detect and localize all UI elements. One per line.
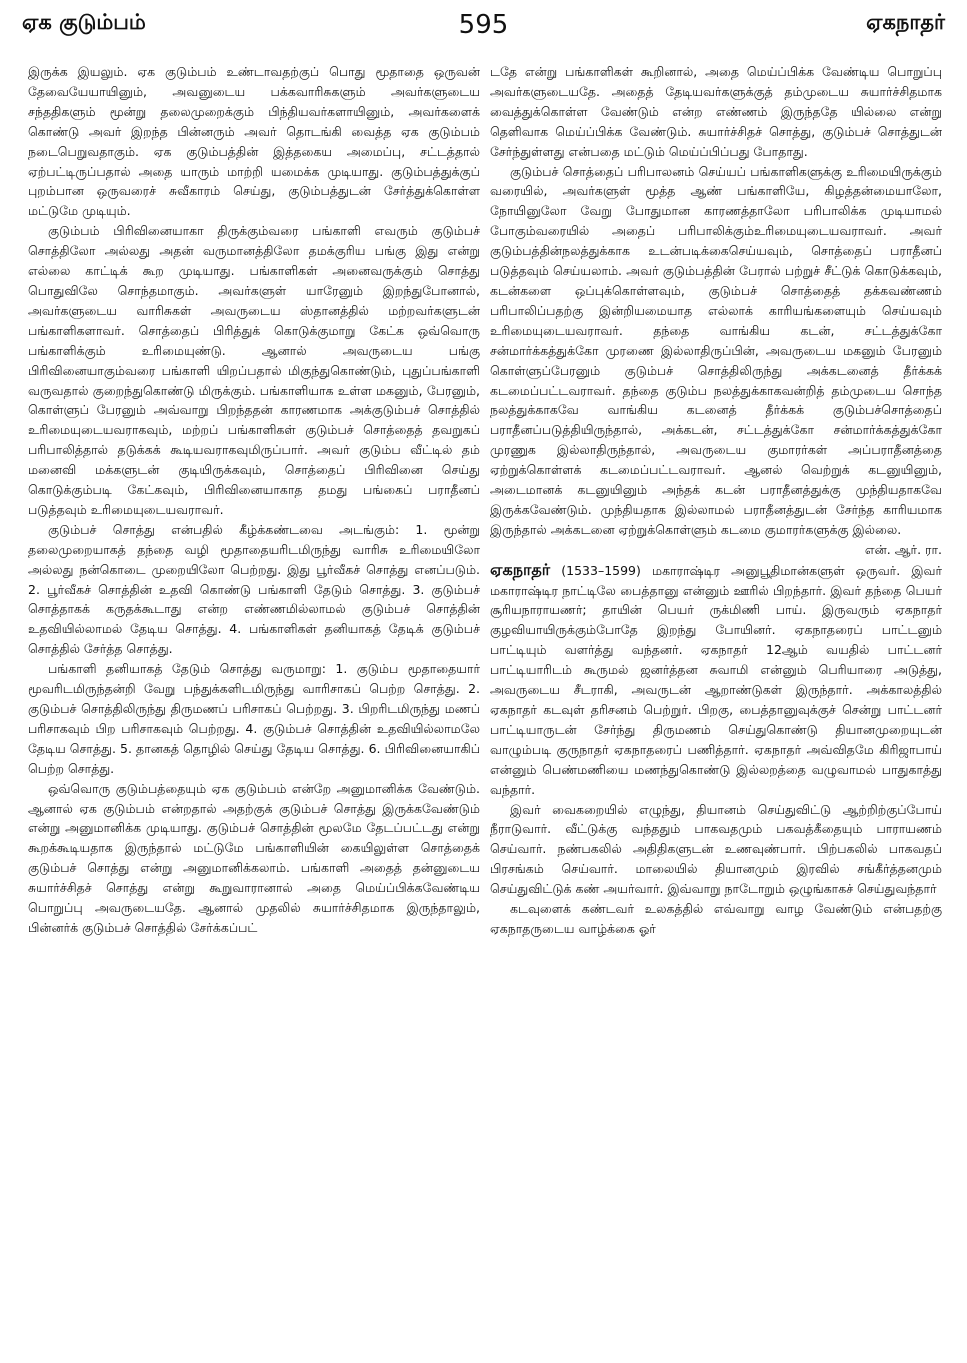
paragraph: குடும்பச் சொத்தைப் பரிபாலனம் செய்யப் பங்காளிகளுக்கு உரிமையிருக்கும் வரையில், அவர்களுள் மூத்த ஆண் பங்காளியே, கிழத்தன்மையாலோ, நோயினுலோ வேறு போதுமான காரணத்தாலோ பரிபாலிக்க முடியாமல் போகும்வரையில் அதைப் பரிபாலிக்கும்உரிமையுடையவராவர். அவர் குடும்பத்தின்நலத்துக்காக உடன்படிக்கைசெய்யவும், சொத்தைப் பராதீனப் படுத்தவும் செய்யலாம். அவர் குடும்பத்தின் பேரால் பற்றுச் சீட்டுக் கொடுக்கவும், கடன்களை ஒப்புக்கொள்ளவும், குடும்பச் சொத்தைத் தக்கவண்ணம் பரிபாலிப்பதற்கு இன்றியமையாத எல்லாக் காரியங்களையும் செய்யவும் உரிமையுடையவராவர். தந்தை வாங்கிய கடன், சட்டத்துக்கோ சன்மார்க்கத்துக்கோ முரணை இல்லாதிருப்பின், அவருடைய மகனும் பேரனும் கொள்ளுப்பேரனும் குடும்பச் சொத்திலிருந்து அக்கடனைத் தீர்க்கக் கடமைப்பட்டவராவர். தந்தை குடும்ப நலத்துக்காகவன்றித் தம்முடைய சொந்த நலத்துக்காகவே வாங்கிய கடனைத் தீர்க்கக் குடும்பச்சொத்தைப் பராதீனப்படுத்தியிருந்தால், அக்கடன், சட்டத்துக்கோ சன்மார்க்கத்துக்கோ முரணுக இல்லாதிருந்தால், அவருடைய குமாரர்கள் அப்பராதீனத்தை ஏற்றுக்கொள்ளக் கடமைப்பட்டவராவர். ஆனல் வெற்றுக் கடனுயினும், அடைமானக் கடனுயினும் அந்தக் கடன் பராதீனத்துக்கு முந்தியதாகவே இருக்கவேண்டும். முந்தியதாக இல்லாமல் பராதீனத்துடன் சேர்ந்த காரியமாக இருந்தால் அக்கடனை ஏற்றுக்கொள்ளும் கடமை குமாரர்களுக்கு இல்லை. <box>490 163 942 537</box>
paragraph: இருக்க இயலும். ஏக குடும்பம் உண்டாவதற்குப் பொது மூதாதை ஒருவன் தேவையேயாயினும், அவனுடைய பக்கவாரிசுகளும் அவர்களுடைய சந்ததிகளும் மூன்று தலைமுறைக்கும் பிந்தியவர்களாயினும், அவர்களைக் கொண்டு அவர் இறந்த பின்னரும் அவர் தொடங்கி வைத்த ஏக குடும்பம் நடைபெறுவதாகும். ஏக குடும்பத்தின் இத்தகைய அமைப்பு, சட்டத்தால் ஏற்பட்டிருப்பதால் அதை யாரும் மாற்றி யமைக்க முடியாது. குடும்பத்துக்குப் புறம்பான ஒருவரைச் சுவீகாரம் செய்து, குடும்பத்துடன் சேர்த்துக்கொள்ள மட்டுமே முடியும். <box>28 64 480 219</box>
page-header <box>22 10 945 50</box>
paragraph: இவர் வைகறையில் எழுந்து, தியானம் செய்துவிட்டு ஆற்றிற்குப்போய் நீராடுவார். வீட்டுக்கு வந்ததும் பாகவதமும் பகவத்கீதையும் பாராயணம் செய்வார். நண்பகலில் அதிதிகளுடன் உணவுண்பார். பிற்பகலில் பாகவதப் பிரசங்கம் செய்வார். மாலையில் தியானமும் இரவில் சங்கீர்த்தனமும் செய்துவிட்டுக் கண் அயர்வார். இவ்வாறு நாடோறும் ஒழுங்காகச் செய்துவந்தார் <box>490 801 942 897</box>
right-column <box>490 62 942 1362</box>
page-number: 595 <box>458 10 509 40</box>
paragraph: பங்காளி தனியாகத் தேடும் சொத்து வருமாறு: 1. குடும்ப மூதாதையார் மூவரிடமிருந்தன்றி வேறு பந்துக்களிடமிருந்து வாரிசாகப் பெற்ற சொத்து. 2. குடும்பச் சொத்திலிருந்து திருமணப் பரிசாகப் பெற்றது. 3. பிறரிடமிருந்து மணப் பரிசாகவும் பிற பரிசாகவும் பெற்றது. 4. குடும்பச் சொத்தின் உதவியில்லாமலே தேடிய சொத்து. 5. தானகத் தொழில் செய்து தேடிய சொத்து. 6. பிரிவினையாகிப் பெற்ற சொத்து. <box>28 661 480 776</box>
paragraph: டதே என்று பங்காளிகள் கூறினால், அதை மெய்ப்பிக்க வேண்டிய பொறுப்பு அவர்களுடையதே. அதைத் தேடியவர்களுக்குத் தம்முடைய சுயார்ச்சிதமாக வைத்துக்கொள்ள வேண்டும் என்ற எண்ணம் இருந்ததே யில்லை என்று தெளிவாக மெய்ப்பிக்க வேண்டும். சுயார்ச்சிதச் சொத்து, குடும்பச் சொத்துடன் சேர்ந்துள்ளது என்பதை மட்டும் மெய்ப்பிப்பது போதாது. <box>490 64 942 159</box>
author-signature: என். ஆர். ரா. <box>864 541 942 557</box>
entry-paragraph <box>490 560 942 800</box>
paragraph: ஒவ்வொரு குடும்பத்தையும் ஏக குடும்பம் என்றே அனுமானிக்க வேண்டும். ஆனால் ஏக குடும்பம் என்றதால் அதற்குக் குடும்பச் சொத்து இருக்கவேண்டும் என்று அனுமானிக்க முடியாது. குடும்பச் சொத்தின் மூலமே தேடப்பட்டது என்று கூறக்கூடியதாக இருந்தால் மட்டுமே பங்காளியின் கையிலுள்ள சொத்தைக் குடும்பச் சொத்து என்று அனுமானிக்கலாம். பங்காளி அதைத் தன்னுடைய சுயார்ச்சிதச் சொத்து என்று கூறுவாரானால் அதை மெய்ப்பிக்கவேண்டிய பொறுப்பு அவருடையதே. ஆனால் முதலில் சுயார்ச்சிதமாக இருந்தாலும், பின்னர்க் குடும்பச் சொத்தில் சேர்க்கப்பட் <box>28 780 480 935</box>
entry-text: (1533–1599) மகாராஷ்டிர அனுபூதிமான்களுள் ஒருவர். இவர் மகாராஷ்டிர நாட்டிலே பைத்தானு என்னும் ஊரில் பிறந்தார். இவர் தந்தை பெயர் சூரியநாராயணர்; தாயின் பெயர் ருக்மிணி பாய். இருவரும் ஏகநாதர் குழவியாயிருக்கும்போதே இறந்து போயினர். ஏகநாதரைப் பாட்டனும் பாட்டியும் வளர்த்து வந்தனர். ஏகநாதர் 12ஆம் வயதில் பாட்டனர் பாட்டியாரிடம் கூருமல் ஜனர்த்தன சுவாமி என்னும் பெரியாரை அடுத்து, அவருடைய சீடராகி, அவருடன் ஆறாண்டுகள் இருந்தார். அக்காலத்தில் ஏகநாதர் கடவுள் தரிசனம் பெற்றுர். பிறகு, பைத்தானுவுக்குச் சென்று பாட்டனர் பாட்டியாருடன் சேர்ந்து திருமணம் செய்துகொண்டு தியானமுறையுடன் வாழும்படி குருநாதர் ஏகநாதரைப் பணித்தார். ஏகநாதர் அவ்விதமே கிரிஜாபாய் என்னும் பெண்மணியை மணந்துகொண்டு இல்லறத்தை வழுவாமல் பாதுகாத்து வந்தார். <box>490 562 942 797</box>
left-column <box>28 62 480 1362</box>
paragraph: குடும்பம் பிரிவினையாகா திருக்கும்வரை பங்காளி எவரும் குடும்பச் சொத்திலோ அல்லது அதன் வருமானத்திலோ தமக்குரிய பங்கு இது என்று எல்லை காட்டிக் கூற முடியாது. பங்காளிகள் அனைவருக்கும் சொத்து பொதுவிலே சொந்தமாகும். அவர்களுள் யாரேனும் இறந்துபோனால், அவர்களுடைய வாரிசுகள் அவருடைய ஸ்தானத்தில் மற்றவர்களுடன் பங்காளிகளாவர். சொத்தைப் பிரித்துக் கொடுக்குமாறு கேட்க ஒவ்வொரு பங்காளிக்கும் உரிமையுண்டு. ஆனால் அவருடைய பங்கு பிரிவினையாகும்வரை பங்காளி யிறப்பதால் மிகுந்துகொண்டும், புதுப்பங்காளி வருவதால் குறைந்துகொண்டு மிருக்கும். பங்காளியாக உள்ள மகனும், பேரனும், கொள்ளுப் பேரனும் அவ்வாறு பிறந்ததன் காரணமாக அக்குடும்பச் சொத்தில் உரிமையுடையவராகவும், மற்றப் பங்காளிகள் குடும்பச் சொத்தைத் தவறுகப் பரிபாலித்தால் தடுக்கக் கூடியவராகவுமிருப்பார். அவர் குடும்ப வீட்டில் தம் மனைவி மக்களுடன் குடியிருக்கவும், சொத்தைப் பிரிவினை செய்து கொடுக்கும்படி கேட்கவும், பிரிவினையாகாத தமது பங்கைப் பராதீனப் படுத்தவும் உரிமையுடையவராவர். <box>28 223 480 517</box>
entry-heading: ஏகநாதர் <box>490 559 551 579</box>
running-head-left: ஏக குடும்பம் <box>22 10 146 34</box>
running-head-right: ஏகநாதர் <box>866 10 945 34</box>
paragraph: கடவுளைக் கண்டவர் உலகத்தில் எவ்வாறு வாழ வேண்டும் என்பதற்கு ஏகநாதருடைய வாழ்க்கை ஓர் <box>490 901 942 936</box>
paragraph: குடும்பச் சொத்து என்பதில் கீழ்க்கண்டவை அடங்கும்: 1. மூன்று தலைமுறையாகத் தந்தை வழி மூதாதையரிடமிருந்து வாரிசு உரிமையிலோ அல்லது நன்கொடை முறையிலோ பெற்றது. இது பூர்வீகச் சொத்து எனப்படும். 2. பூர்வீகச் சொத்தின் உதவி கொண்டு பங்காளி தேடும் சொத்து. 3. குடும்பச் சொத்தாகக் கருதக்கூடாது என்ற எண்ணமில்லாமல் குடும்பச் சொத்தின் உதவியில்லாமல் தேடிய சொத்து. 4. பங்காளிகள் தனியாகத் தேடிக் குடும்பச் சொத்தில் சேர்த்த சொத்து. <box>28 521 480 657</box>
